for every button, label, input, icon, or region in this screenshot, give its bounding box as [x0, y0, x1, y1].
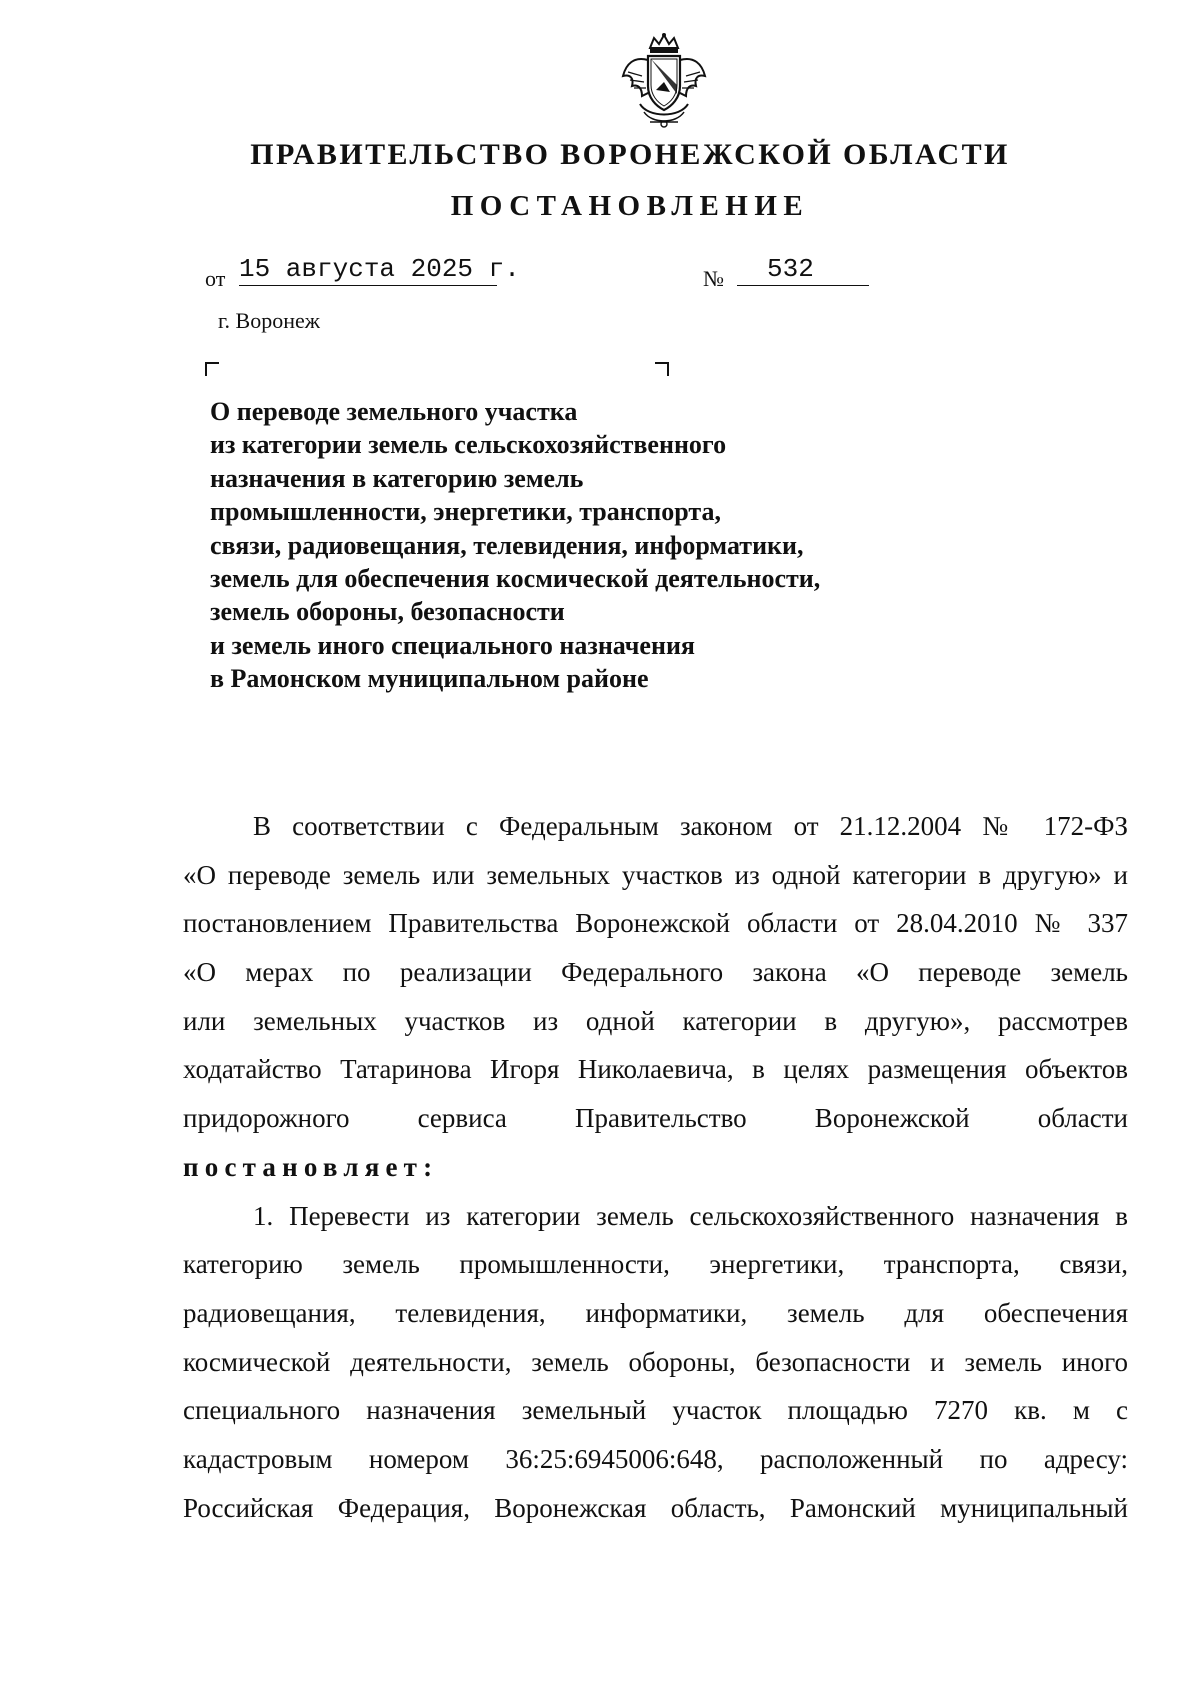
document-body — [183, 808, 1128, 1538]
body-line: постановлением Правительства Воронежской области от 28.04.2010 № 337 — [183, 908, 1128, 939]
subject-line: земель для обеспечения космической деятельности, — [210, 564, 821, 594]
subject-line: из категории земель сельскохозяйственного — [210, 430, 727, 460]
body-line: категорию земель промышленности, энергетики, транспорта, связи, — [183, 1249, 1128, 1280]
body-line: «О мерах по реализации Федерального закона «О переводе земель — [183, 957, 1128, 988]
subject-line: назначения в категорию земель — [210, 463, 584, 493]
decree-word: постановляет: — [183, 1151, 439, 1182]
date-prefix: от — [205, 266, 226, 291]
subject-line: промышленности, энергетики, транспорта, — [210, 497, 721, 527]
body-line: радиовещания, телевидения, информатики, земель для обеспечения — [183, 1297, 1128, 1328]
number-sign: № — [703, 266, 724, 291]
body-line: «О переводе земель или земельных участков из одной категории в другую» и — [183, 859, 1128, 890]
subject-line: связи, радиовещания, телевидения, информатики, — [210, 530, 804, 560]
document-date: 15 августа 2025 г. — [239, 254, 520, 284]
body-line: В соответствии с Федеральным законом от 21.12.2004 № 172-ФЗ — [253, 811, 1128, 841]
document-type: ПОСТАНОВЛЕНИЕ — [450, 190, 810, 222]
subject-line: земель обороны, безопасности — [210, 597, 565, 627]
body-line: или земельных участков из одной категории в другую», рассмотрев — [183, 1005, 1128, 1036]
body-line: ходатайство Татаринова Игоря Николаевича, в целях размещения объектов — [183, 1054, 1128, 1085]
body-line: 1. Перевести из категории земель сельскохозяйственного назначения в — [253, 1200, 1128, 1231]
subject-line: и земель иного специального назначения — [210, 630, 695, 660]
subject-corner-right — [655, 362, 669, 376]
document-subject — [210, 395, 930, 696]
body-line: специального назначения земельный участок площадью 7270 кв. м с — [183, 1395, 1128, 1426]
body-line: космической деятельности, земель обороны, безопасности и земель иного — [183, 1346, 1128, 1377]
government-title: ПРАВИТЕЛЬСТВО ВОРОНЕЖСКОЙ ОБЛАСТИ — [250, 138, 1010, 171]
body-line: придорожного сервиса Правительство Воронежской области — [183, 1103, 1128, 1134]
voronezh-coat-of-arms-icon — [620, 32, 708, 132]
body-line: Российская Федерация, Воронежская область, Рамонский муниципальный — [183, 1492, 1128, 1523]
city: г. Воронеж — [218, 308, 320, 333]
document-number: 532 — [737, 254, 869, 286]
subject-line: О переводе земельного участка — [210, 397, 578, 426]
subject-corner-left — [205, 362, 219, 376]
subject-line: в Рамонском муниципальном районе — [210, 664, 649, 694]
body-line: кадастровым номером 36:25:6945006:648, расположенный по адресу: — [183, 1443, 1128, 1474]
